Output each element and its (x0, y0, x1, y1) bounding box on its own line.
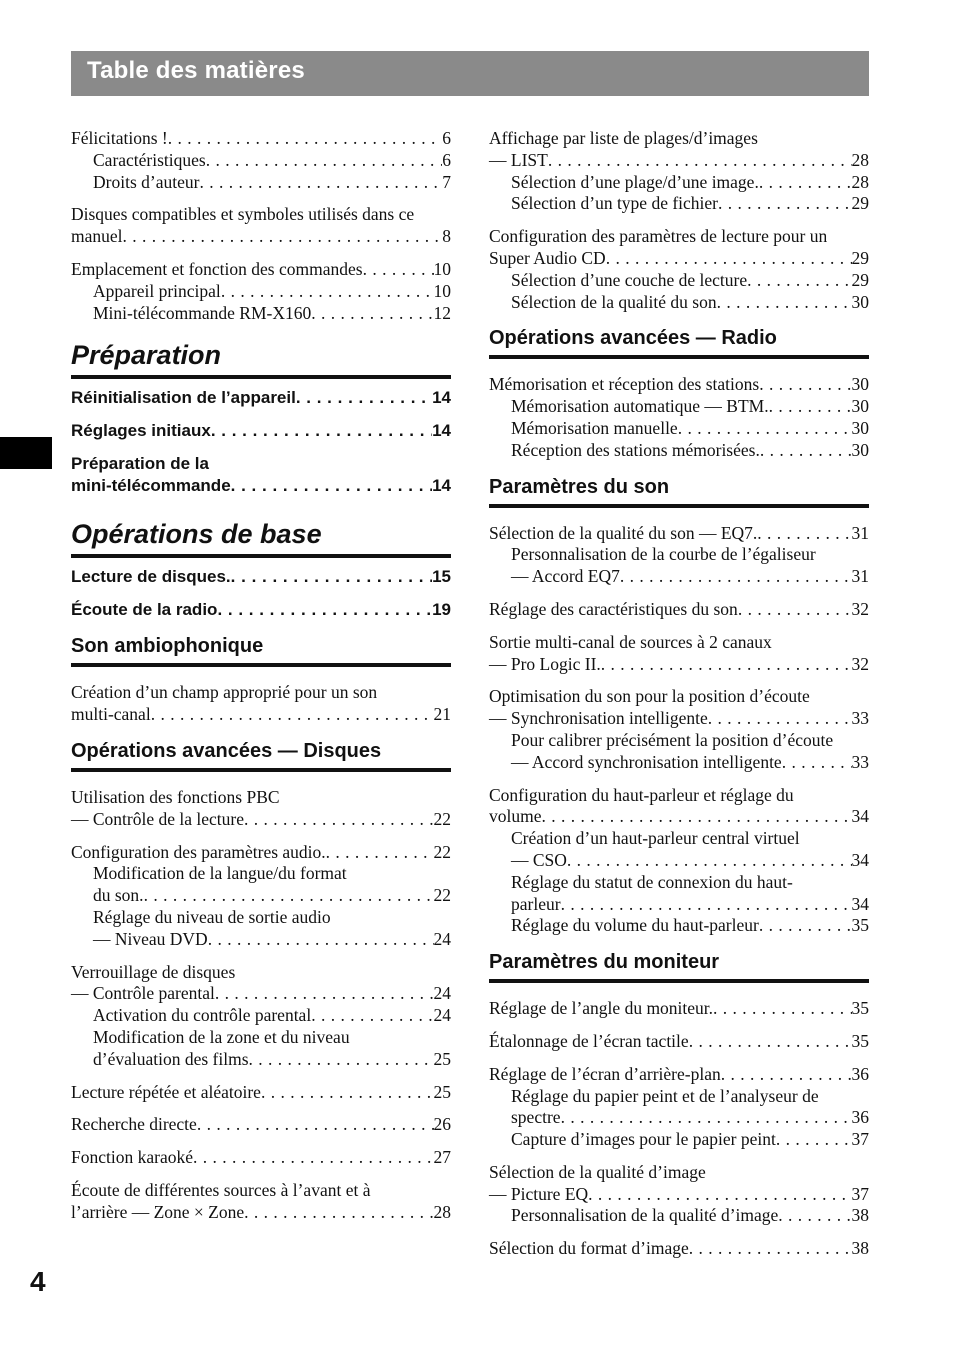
dot-leader (606, 248, 852, 270)
toc-page-number: 22 (433, 808, 451, 829)
toc-line-text: Sélection de la qualité du son (511, 291, 717, 312)
toc-page-number: 34 (851, 806, 869, 827)
toc-line (489, 686, 869, 708)
toc-line (71, 983, 451, 1005)
toc-line (71, 1147, 451, 1169)
toc-line-text: Réglage du papier peint et de l’analyseur de (511, 1085, 819, 1106)
dot-leader (778, 1205, 851, 1227)
toc-line (489, 1031, 869, 1053)
toc-line-text: parleur (511, 893, 561, 914)
toc-page-number: 36 (851, 1107, 869, 1128)
dot-leader (567, 850, 852, 872)
toc-line-text: Réinitialisation de l’appareil (71, 388, 296, 408)
toc-line (489, 523, 869, 545)
toc-line (71, 599, 451, 621)
toc-page-number: 34 (851, 893, 869, 914)
toc-page-number: 28 (851, 171, 869, 192)
toc-line (489, 752, 869, 774)
toc-line-text: Verrouillage de disques (71, 961, 236, 982)
toc-line-text: — CSO (511, 849, 567, 870)
section-heading-radio: Opérations avancées — Radio (489, 327, 869, 359)
toc-line-text: Écoute de la radio (71, 600, 218, 620)
toc-page-number: 31 (851, 566, 869, 587)
toc-line (489, 1129, 869, 1151)
toc-line-text: Affichage par liste de plages/d’images (489, 128, 758, 148)
toc-entry (489, 374, 869, 461)
dot-leader (311, 303, 433, 325)
toc-line-text: Appareil principal (93, 280, 221, 301)
toc-line-text: Lecture répétée et aléatoire (71, 1081, 261, 1102)
toc-entry (71, 1082, 451, 1104)
toc-line (71, 885, 451, 907)
toc-line-text: Utilisation des fonctions PBC (71, 786, 280, 807)
toc-line-text: Droits d’auteur (93, 171, 200, 192)
toc-page-number: 29 (851, 269, 869, 290)
toc-page-number: 24 (433, 928, 451, 949)
toc-entry (71, 1147, 451, 1169)
dot-leader (326, 842, 434, 864)
toc-line (489, 806, 869, 828)
toc-line-text: Modification de la langue/du format (93, 863, 347, 884)
toc-disques (71, 787, 451, 1224)
toc-line (71, 1202, 451, 1224)
dot-leader (215, 983, 434, 1005)
toc-line-text: Caractéristiques (93, 149, 206, 170)
toc-line-text: d’évaluation des films (93, 1048, 249, 1069)
toc-entry (71, 453, 451, 497)
toc-entry (71, 420, 451, 442)
dot-leader (199, 172, 442, 194)
toc-line (489, 1107, 869, 1129)
toc-line (489, 566, 869, 588)
toc-line (489, 1064, 869, 1086)
toc-moniteur (489, 998, 869, 1260)
toc-line (489, 1238, 869, 1260)
toc-line (71, 475, 451, 497)
dot-leader (151, 704, 434, 726)
toc-line (71, 150, 451, 172)
toc-line (489, 850, 869, 872)
toc-entry (489, 785, 869, 938)
dot-leader (168, 128, 443, 150)
toc-page-number: 29 (851, 193, 869, 214)
toc-entry (489, 523, 869, 588)
toc-entry (71, 566, 451, 588)
toc-line-text: — Niveau DVD (93, 928, 208, 949)
section-heading-preparation: Préparation (71, 340, 451, 379)
toc-line-text: Capture d’images pour le papier peint (511, 1129, 776, 1150)
toc-line (71, 962, 451, 984)
toc-line-text: Configuration des paramètres de lecture pour un (489, 226, 828, 247)
dot-leader (738, 599, 852, 621)
dot-leader (123, 226, 443, 248)
toc-line-text: — LIST (489, 149, 548, 170)
toc-line (489, 396, 869, 418)
dot-leader (678, 418, 852, 440)
toc-line-text: Réglages initiaux (71, 421, 211, 441)
toc-page-number: 37 (851, 1129, 869, 1150)
toc-line (71, 1114, 451, 1136)
toc-line-text: Sélection de la qualité d’image (489, 1161, 706, 1182)
toc-line-text: Sortie multi-canal de sources à 2 canaux (489, 631, 772, 652)
toc-operations-base (71, 566, 451, 621)
toc-entry (71, 787, 451, 831)
toc-line (71, 172, 451, 194)
dot-leader (769, 396, 852, 418)
toc-page-number: 6 (442, 149, 451, 170)
toc-page-number: 7 (442, 171, 451, 192)
toc-line-text: mini-télécommande (71, 476, 231, 496)
toc-page-number: 35 (851, 915, 869, 936)
dot-leader (757, 523, 851, 545)
toc-page-number: 10 (433, 258, 451, 279)
toc-line (489, 915, 869, 937)
toc-page-number: 12 (433, 302, 451, 323)
toc-line (71, 420, 451, 442)
toc-right-column (489, 128, 869, 1271)
dot-leader (217, 599, 432, 621)
page-title: Table des matières (87, 57, 305, 84)
toc-line (489, 1086, 869, 1108)
toc-page-number: 6 (442, 128, 451, 148)
toc-line-text: Configuration des paramètres audio. (71, 841, 326, 862)
toc-line-text: Réglage de l’angle du moniteur. (489, 998, 714, 1019)
toc-line-text: — Picture EQ (489, 1183, 589, 1204)
toc-line-text: Création d’un haut-parleur central virtuel (511, 828, 800, 849)
toc-page-number: 32 (851, 653, 869, 674)
dot-leader (708, 708, 852, 730)
toc-entry (71, 387, 451, 409)
toc-line-text: Emplacement et fonction des commandes (71, 258, 363, 279)
dot-leader (548, 150, 852, 172)
toc-line (489, 1205, 869, 1227)
page-number: 4 (30, 1266, 46, 1297)
toc-page-number: 22 (433, 885, 451, 906)
toc-line-text: Mémorisation manuelle (511, 417, 678, 438)
toc-entry (71, 599, 451, 621)
toc-page-number: 26 (433, 1114, 451, 1135)
toc-line-text: — Accord synchronisation intelligente (511, 751, 782, 772)
toc-line-text: Pour calibrer précisément la position d’écoute (511, 729, 834, 750)
toc-page-number: 25 (433, 1048, 451, 1069)
toc-line (489, 248, 869, 270)
toc-line (489, 1162, 869, 1184)
section-heading-son: Paramètres du son (489, 476, 869, 508)
toc-line (71, 128, 451, 150)
toc-line-text: Fonction karaoké (71, 1147, 193, 1168)
toc-line-text: — Synchronisation intelligente (489, 708, 708, 729)
toc-left-column (71, 128, 451, 1235)
toc-page-number: 35 (851, 1030, 869, 1051)
toc-page-number: 10 (433, 280, 451, 301)
toc-line (71, 387, 451, 409)
toc-page-number: 33 (851, 708, 869, 729)
dot-leader (144, 885, 434, 907)
toc-line (489, 374, 869, 396)
toc-entry (71, 842, 451, 951)
toc-page-number: 14 (432, 421, 451, 441)
toc-page-number: 34 (851, 849, 869, 870)
toc-line-text: Mémorisation et réception des stations (489, 374, 760, 395)
toc-line (71, 863, 451, 885)
toc-entry (71, 259, 451, 324)
toc-page-number: 24 (433, 1005, 451, 1026)
toc-line-text: Étalonnage de l’écran tactile (489, 1030, 689, 1051)
toc-page-number: 31 (851, 522, 869, 543)
toc-page-number: 14 (432, 388, 451, 408)
section-heading-son-ambiophonique: Son ambiophonique (71, 635, 451, 667)
toc-line (489, 440, 869, 462)
dot-leader (244, 1202, 433, 1224)
toc-line-text: Modification de la zone et du niveau (93, 1026, 350, 1047)
toc-line (489, 872, 869, 894)
toc-line-text: — Contrôle de la lecture (71, 808, 244, 829)
toc-line-text: Réglage de l’écran d’arrière-plan (489, 1063, 721, 1084)
toc-entry (489, 226, 869, 313)
toc-page-number: 38 (851, 1205, 869, 1226)
toc-page-number: 30 (851, 291, 869, 312)
toc-line (71, 1082, 451, 1104)
toc-entry (71, 204, 451, 248)
toc-line (71, 281, 451, 303)
toc-line-text: manuel (71, 226, 123, 247)
toc-son-ambiophonique (71, 682, 451, 726)
dot-leader (206, 150, 443, 172)
dot-leader (231, 475, 432, 497)
dot-leader (717, 292, 852, 314)
toc-line (71, 566, 451, 588)
toc-page-number: 33 (851, 751, 869, 772)
toc-entry (489, 686, 869, 773)
toc-line (489, 632, 869, 654)
toc-intro-left (71, 128, 451, 324)
dot-leader (759, 374, 851, 396)
section-heading-operations-base: Opérations de base (71, 519, 451, 558)
dot-leader (601, 654, 852, 676)
toc-entry (71, 1180, 451, 1224)
toc-line (71, 1027, 451, 1049)
toc-line-text: Écoute de différentes sources à l’avant et à (71, 1179, 371, 1200)
toc-line (489, 998, 869, 1020)
toc-line (489, 193, 869, 215)
dot-leader (718, 193, 851, 215)
toc-page-number: 29 (851, 247, 869, 268)
toc-line-text: Mémorisation automatique — BTM. (511, 396, 769, 417)
toc-line-text: Activation du contrôle parental (93, 1005, 312, 1026)
toc-entry (71, 682, 451, 726)
dot-leader (221, 281, 434, 303)
dot-leader (542, 806, 852, 828)
dot-leader (261, 1082, 434, 1104)
toc-line-text: Optimisation du son pour la position d’écoute (489, 686, 810, 707)
toc-page-number: 8 (442, 226, 451, 247)
toc-line-text: Réglage du statut de connexion du haut- (511, 871, 793, 892)
toc-entry (489, 1031, 869, 1053)
toc-page-number: 15 (432, 567, 451, 587)
section-heading-moniteur: Paramètres du moniteur (489, 951, 869, 983)
toc-line (489, 828, 869, 850)
toc-line-text: Super Audio CD (489, 247, 606, 268)
dot-leader (561, 894, 852, 916)
dot-leader (561, 1107, 852, 1129)
toc-page-number: 28 (851, 149, 869, 170)
toc-line (489, 544, 869, 566)
toc-line-text: Sélection du format d’image (489, 1238, 689, 1259)
dot-leader (208, 929, 434, 951)
toc-page-number: 21 (433, 704, 451, 725)
dot-leader (588, 1184, 851, 1206)
toc-line-text: multi-canal (71, 704, 151, 725)
toc-entry (489, 998, 869, 1020)
toc-radio (489, 374, 869, 461)
toc-line-text: spectre (511, 1107, 561, 1128)
toc-line (71, 809, 451, 831)
dot-leader (244, 809, 434, 831)
toc-page-number: 35 (851, 998, 869, 1019)
toc-page-number: 30 (851, 439, 869, 460)
toc-line-text: Réception des stations mémorisées. (511, 439, 760, 460)
toc-line-text: Configuration du haut-parleur et réglage du (489, 784, 794, 805)
dot-leader (363, 259, 434, 281)
toc-line (489, 418, 869, 440)
toc-line (489, 150, 869, 172)
toc-line (71, 453, 451, 475)
toc-page-number: 27 (433, 1147, 451, 1168)
toc-line-text: Mini-télécommande RM-X160 (93, 302, 312, 323)
toc-line (71, 204, 451, 226)
toc-line (489, 1184, 869, 1206)
toc-entry (489, 1238, 869, 1260)
toc-page-number: 28 (433, 1201, 451, 1222)
toc-line (489, 730, 869, 752)
toc-line (489, 292, 869, 314)
dot-leader (231, 566, 432, 588)
toc-line (71, 704, 451, 726)
dot-leader (782, 752, 852, 774)
toc-page-number: 25 (433, 1081, 451, 1102)
toc-line (71, 1180, 451, 1202)
toc-line-text: Lecture de disques. (71, 567, 231, 587)
toc-line (71, 1049, 451, 1071)
dot-leader (721, 1064, 852, 1086)
dot-leader (620, 566, 852, 588)
toc-line (489, 226, 869, 248)
toc-entry (489, 1064, 869, 1151)
toc-line-text: Personnalisation de la qualité d’image (511, 1205, 779, 1226)
toc-line-text: du son. (93, 885, 144, 906)
toc-page-number: 22 (433, 841, 451, 862)
toc-line-text: Sélection d’un type de fichier (511, 193, 719, 214)
toc-page-number: 24 (433, 983, 451, 1004)
dot-leader (211, 420, 432, 442)
toc-line (71, 226, 451, 248)
dot-leader (689, 1238, 852, 1260)
section-tab-marker (0, 437, 52, 469)
dot-leader (193, 1147, 434, 1169)
toc-line-text: l’arrière — Zone × Zone (71, 1201, 245, 1222)
toc-line (71, 929, 451, 951)
toc-line (71, 259, 451, 281)
toc-line-text: Réglage du volume du haut-parleur (511, 915, 759, 936)
toc-page-number: 38 (851, 1238, 869, 1259)
toc-line (489, 599, 869, 621)
toc-page-number: 30 (851, 374, 869, 395)
toc-page-number: 30 (851, 396, 869, 417)
toc-page-number: 30 (851, 417, 869, 438)
toc-page-number: 36 (851, 1063, 869, 1084)
toc-entry (489, 1162, 869, 1227)
toc-line-text: Sélection de la qualité du son — EQ7. (489, 522, 758, 543)
toc-line (489, 708, 869, 730)
toc-line (71, 303, 451, 325)
dot-leader (197, 1114, 434, 1136)
toc-line (489, 270, 869, 292)
toc-page-number: 14 (432, 476, 451, 496)
dot-leader (296, 387, 432, 409)
toc-line-text: Sélection d’une plage/d’une image. (511, 171, 759, 192)
toc-line-text: Réglage des caractéristiques du son (489, 598, 738, 619)
toc-line-text: Création d’un champ approprié pour un son (71, 682, 378, 703)
toc-line (489, 654, 869, 676)
toc-entry (71, 962, 451, 1071)
toc-intro-right (489, 128, 869, 313)
toc-line (71, 787, 451, 809)
dot-leader (689, 1031, 852, 1053)
toc-line-text: Recherche directe (71, 1114, 197, 1135)
dot-leader (759, 915, 852, 937)
title-bar (71, 51, 869, 96)
dot-leader (776, 1129, 852, 1151)
toc-line (489, 894, 869, 916)
toc-entry (71, 1114, 451, 1136)
toc-line-text: volume (489, 806, 542, 827)
dot-leader (747, 270, 851, 292)
toc-entry (489, 128, 869, 215)
toc-line (71, 842, 451, 864)
dot-leader (760, 440, 852, 462)
toc-entry (71, 128, 451, 193)
toc-line (71, 1005, 451, 1027)
toc-page-number: 37 (851, 1183, 869, 1204)
dot-leader (249, 1049, 434, 1071)
dot-leader (311, 1005, 433, 1027)
toc-line-text: Sélection d’une couche de lecture (511, 269, 748, 290)
toc-son (489, 523, 869, 938)
toc-line-text: — Pro Logic II. (489, 653, 601, 674)
toc-page-number: 32 (851, 598, 869, 619)
toc-line (71, 907, 451, 929)
toc-line-text: Félicitations ! (71, 128, 168, 148)
section-heading-disques: Opérations avancées — Disques (71, 740, 451, 772)
toc-line-text: — Accord EQ7 (511, 566, 620, 587)
toc-entry (489, 599, 869, 621)
dot-leader (759, 172, 852, 194)
toc-line-text: Préparation de la (71, 454, 209, 474)
toc-entry (489, 632, 869, 676)
toc-line (489, 785, 869, 807)
toc-line-text: — Contrôle parental (71, 983, 215, 1004)
toc-line-text: Disques compatibles et symboles utilisés dans ce (71, 204, 415, 225)
toc-line (71, 682, 451, 704)
toc-preparation (71, 387, 451, 497)
toc-page-number: 19 (432, 600, 451, 620)
toc-line-text: Personnalisation de la courbe de l’égaliseur (511, 544, 816, 565)
toc-line (489, 172, 869, 194)
toc-line-text: Réglage du niveau de sortie audio (93, 906, 331, 927)
dot-leader (713, 998, 851, 1020)
toc-line (489, 128, 869, 150)
